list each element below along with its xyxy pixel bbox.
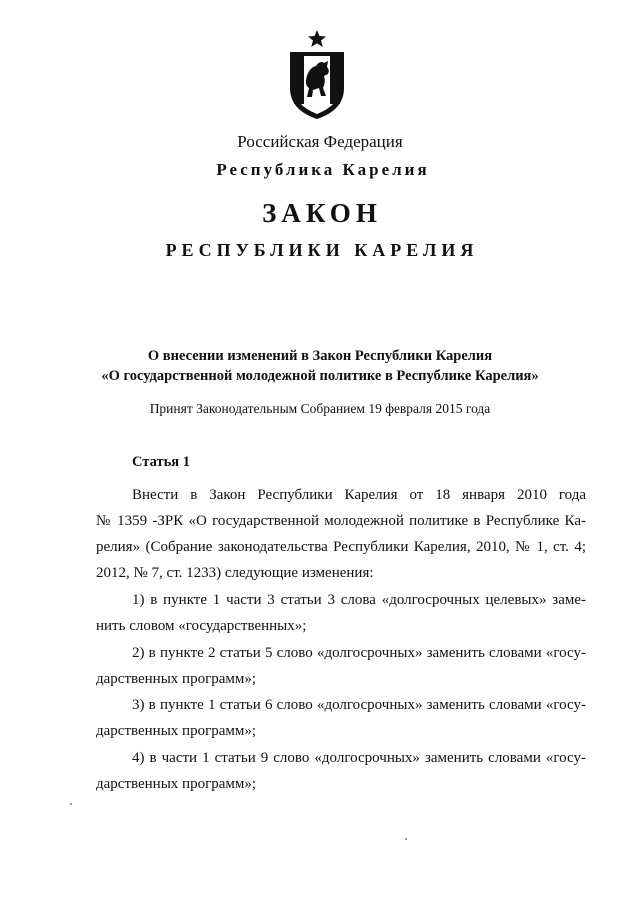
article-line: 1) в пункте 1 части 3 статьи 3 слова «долгосрочных целевых» заме- — [132, 592, 586, 608]
article-line: 2) в пункте 2 статьи 5 слово «долгосрочных» заменить словами «госу- — [132, 645, 586, 661]
article-line: Внести в Закон Республики Карелия от 18 января 2010 года — [132, 487, 586, 503]
adoption-note: Принят Законодательным Собранием 19 февраля 2015 года — [149, 401, 491, 416]
scan-speck — [70, 803, 72, 805]
document-title-line-1: О внесении изменений в Закон Республики Карелия — [147, 348, 493, 364]
article-line: 4) в части 1 статьи 9 слово «долгосрочных» заменить словами «госу- — [132, 750, 586, 766]
article-line: нить словом «государственных»; — [96, 618, 307, 634]
country-name: Российская Федерация — [237, 132, 403, 151]
republic-name: Республика Карелия — [216, 160, 430, 179]
karelia-coat-of-arms-icon — [286, 30, 348, 120]
document-title — [0, 346, 640, 386]
law-heading: ЗАКОН — [262, 198, 382, 228]
article-line: 3) в пункте 1 статьи 6 слово «долгосрочных» заменить словами «госу- — [132, 697, 586, 713]
article-line: дарственных программ»; — [96, 723, 257, 739]
article-line: 2012, № 7, ст. 1233) следующие изменения: — [96, 565, 374, 581]
article-line: релия» (Собрание законодательства Республики Карелия, 2010, № 1, ст. 4; — [96, 539, 586, 555]
scan-speck — [405, 838, 407, 840]
article-line: № 1359 -ЗРК «О государственной молодежной политике в Республике Ка- — [96, 513, 586, 529]
law-subheading: РЕСПУБЛИКИ КАРЕЛИЯ — [165, 240, 479, 260]
article-line: дарственных программ»; — [96, 671, 257, 687]
document-title-line-2: «О государственной молодежной политике в Республике Карелия» — [101, 368, 539, 384]
article-line: дарственных программ»; — [96, 776, 257, 792]
article-heading: Статья 1 — [132, 454, 190, 470]
